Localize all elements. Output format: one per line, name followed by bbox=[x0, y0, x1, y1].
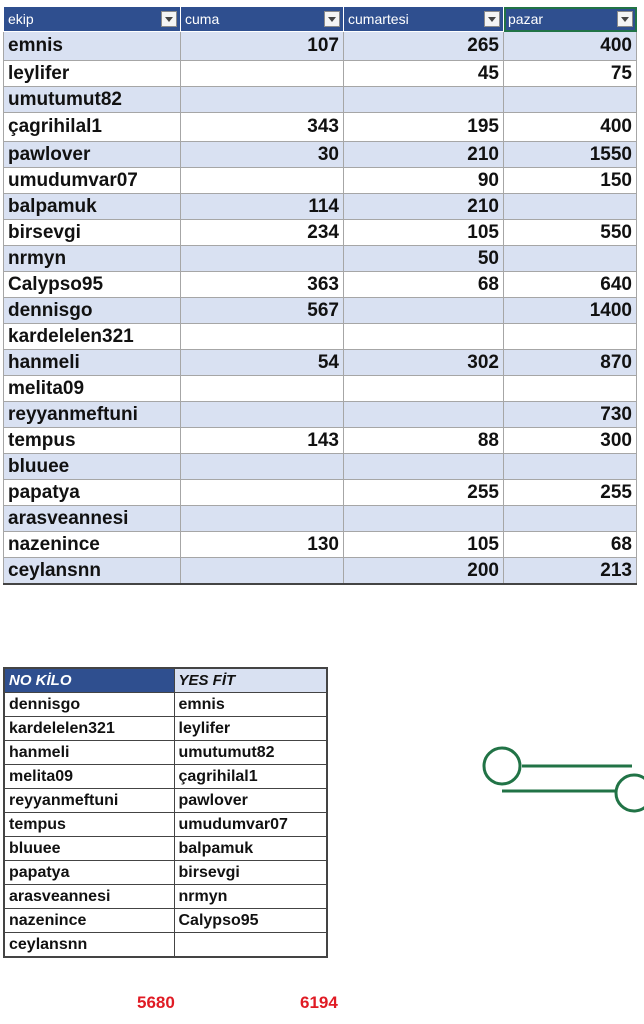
table-row bbox=[4, 837, 327, 861]
header-label: cuma bbox=[185, 11, 220, 27]
cell-value[interactable]: 870 bbox=[504, 350, 637, 376]
table-row bbox=[4, 298, 637, 324]
table-row bbox=[4, 142, 637, 168]
cell-name[interactable]: bluuee bbox=[4, 454, 181, 480]
cell-value[interactable]: 107 bbox=[181, 32, 344, 61]
cell-value[interactable]: 45 bbox=[344, 61, 504, 87]
cell-value[interactable] bbox=[181, 246, 344, 272]
header-label: pazar bbox=[508, 11, 544, 27]
cell-name[interactable]: hanmeli bbox=[4, 350, 181, 376]
cell-no-kilo[interactable]: nazenince bbox=[4, 909, 174, 933]
cell-yes-fit[interactable]: emnis bbox=[174, 693, 327, 717]
table-row bbox=[4, 480, 637, 506]
cell-no-kilo[interactable]: ceylansnn bbox=[4, 933, 174, 958]
cell-value[interactable]: 200 bbox=[344, 558, 504, 585]
table-row bbox=[4, 376, 637, 402]
filter-dropdown-icon[interactable] bbox=[484, 11, 500, 27]
filter-dropdown-icon[interactable] bbox=[324, 11, 340, 27]
cell-value[interactable] bbox=[181, 480, 344, 506]
cell-value[interactable] bbox=[504, 194, 637, 220]
cell-no-kilo[interactable]: papatya bbox=[4, 861, 174, 885]
table-row bbox=[4, 220, 637, 246]
cell-value[interactable] bbox=[344, 454, 504, 480]
cell-no-kilo[interactable]: arasveannesi bbox=[4, 885, 174, 909]
cell-yes-fit[interactable]: leylifer bbox=[174, 717, 327, 741]
cell-value[interactable] bbox=[504, 324, 637, 350]
main-table bbox=[3, 6, 637, 585]
table-row bbox=[4, 402, 637, 428]
cell-yes-fit[interactable]: balpamuk bbox=[174, 837, 327, 861]
cell-name[interactable]: arasveannesi bbox=[4, 506, 181, 532]
cell-value[interactable]: 255 bbox=[504, 480, 637, 506]
cell-value[interactable]: 730 bbox=[504, 402, 637, 428]
cell-name[interactable]: çagrihilal1 bbox=[4, 113, 181, 142]
cell-yes-fit[interactable] bbox=[174, 933, 327, 958]
cell-value[interactable] bbox=[181, 376, 344, 402]
table-row bbox=[4, 789, 327, 813]
teams-header-row bbox=[4, 668, 327, 693]
connector-shape[interactable] bbox=[480, 745, 644, 815]
table-row bbox=[4, 113, 637, 142]
cell-value[interactable]: 265 bbox=[344, 32, 504, 61]
cell-value[interactable] bbox=[504, 376, 637, 402]
cell-value[interactable] bbox=[504, 506, 637, 532]
cell-name[interactable]: melita09 bbox=[4, 376, 181, 402]
cell-value[interactable]: 1550 bbox=[504, 142, 637, 168]
cell-value[interactable]: 75 bbox=[504, 61, 637, 87]
table-row bbox=[4, 765, 327, 789]
cell-value[interactable] bbox=[344, 324, 504, 350]
cell-name[interactable]: leylifer bbox=[4, 61, 181, 87]
header-yes-fit[interactable]: YES FİT bbox=[174, 668, 327, 693]
cell-value[interactable]: 400 bbox=[504, 32, 637, 61]
table-row bbox=[4, 350, 637, 376]
cell-value[interactable]: 90 bbox=[344, 168, 504, 194]
cell-value[interactable] bbox=[181, 168, 344, 194]
table-row bbox=[4, 741, 327, 765]
cell-value[interactable] bbox=[181, 87, 344, 113]
cell-yes-fit[interactable]: umutumut82 bbox=[174, 741, 327, 765]
cell-value[interactable]: 1400 bbox=[504, 298, 637, 324]
cell-value[interactable]: 105 bbox=[344, 220, 504, 246]
cell-value[interactable] bbox=[344, 87, 504, 113]
cell-name[interactable]: nrmyn bbox=[4, 246, 181, 272]
table-row bbox=[4, 32, 637, 61]
cell-value[interactable]: 234 bbox=[181, 220, 344, 246]
cell-name[interactable]: umudumvar07 bbox=[4, 168, 181, 194]
cell-yes-fit[interactable]: nrmyn bbox=[174, 885, 327, 909]
header-label: ekip bbox=[8, 11, 34, 27]
cell-value[interactable]: 213 bbox=[504, 558, 637, 585]
table-row bbox=[4, 246, 637, 272]
header-ekip[interactable] bbox=[4, 7, 181, 32]
cell-value[interactable] bbox=[181, 454, 344, 480]
cell-value[interactable] bbox=[181, 61, 344, 87]
cell-value[interactable]: 210 bbox=[344, 194, 504, 220]
cell-name[interactable]: umutumut82 bbox=[4, 87, 181, 113]
cell-value[interactable] bbox=[181, 402, 344, 428]
cell-name[interactable]: Calypso95 bbox=[4, 272, 181, 298]
table-row bbox=[4, 61, 637, 87]
table-row bbox=[4, 324, 637, 350]
cell-value[interactable]: 255 bbox=[344, 480, 504, 506]
cell-no-kilo[interactable]: reyyanmeftuni bbox=[4, 789, 174, 813]
header-pazar[interactable] bbox=[504, 7, 637, 32]
cell-value[interactable] bbox=[504, 454, 637, 480]
cell-value[interactable]: 114 bbox=[181, 194, 344, 220]
table-row bbox=[4, 428, 637, 454]
table-row bbox=[4, 885, 327, 909]
connector-handle-left[interactable] bbox=[484, 748, 520, 784]
cell-value[interactable]: 50 bbox=[344, 246, 504, 272]
cell-name[interactable]: kardelelen321 bbox=[4, 324, 181, 350]
table-row bbox=[4, 558, 637, 585]
cell-name[interactable]: dennisgo bbox=[4, 298, 181, 324]
table-row bbox=[4, 693, 327, 717]
cell-value[interactable]: 143 bbox=[181, 428, 344, 454]
cell-no-kilo[interactable]: tempus bbox=[4, 813, 174, 837]
table-row bbox=[4, 813, 327, 837]
table-row bbox=[4, 272, 637, 298]
cell-name[interactable]: pawlover bbox=[4, 142, 181, 168]
table-row bbox=[4, 717, 327, 741]
cell-name[interactable]: emnis bbox=[4, 32, 181, 61]
cell-name[interactable]: tempus bbox=[4, 428, 181, 454]
table-row bbox=[4, 194, 637, 220]
cell-name[interactable]: ceylansnn bbox=[4, 558, 181, 585]
cell-no-kilo[interactable]: kardelelen321 bbox=[4, 717, 174, 741]
header-label: cumartesi bbox=[348, 11, 409, 27]
cell-value[interactable] bbox=[344, 376, 504, 402]
cell-value[interactable]: 30 bbox=[181, 142, 344, 168]
cell-value[interactable]: 550 bbox=[504, 220, 637, 246]
cell-no-kilo[interactable]: melita09 bbox=[4, 765, 174, 789]
cell-value[interactable]: 105 bbox=[344, 532, 504, 558]
cell-name[interactable]: reyyanmeftuni bbox=[4, 402, 181, 428]
connector-handle-right[interactable] bbox=[616, 775, 644, 811]
cell-value[interactable] bbox=[504, 87, 637, 113]
teams-table bbox=[3, 667, 328, 958]
cell-value[interactable]: 150 bbox=[504, 168, 637, 194]
cell-value[interactable] bbox=[344, 402, 504, 428]
cell-no-kilo[interactable]: dennisgo bbox=[4, 693, 174, 717]
table-row bbox=[4, 933, 327, 958]
cell-name[interactable]: balpamuk bbox=[4, 194, 181, 220]
header-no-kilo[interactable]: NO KİLO bbox=[4, 668, 174, 693]
cell-value[interactable] bbox=[344, 506, 504, 532]
cell-value[interactable]: 68 bbox=[344, 272, 504, 298]
table-row bbox=[4, 909, 327, 933]
cell-value[interactable]: 195 bbox=[344, 113, 504, 142]
table-row bbox=[4, 861, 327, 885]
total-no-kilo[interactable]: 5680 bbox=[137, 993, 175, 1012]
cell-value[interactable]: 400 bbox=[504, 113, 637, 142]
cell-name[interactable]: papatya bbox=[4, 480, 181, 506]
cell-value[interactable]: 54 bbox=[181, 350, 344, 376]
cell-value[interactable] bbox=[181, 506, 344, 532]
cell-yes-fit[interactable]: çagrihilal1 bbox=[174, 765, 327, 789]
cell-value[interactable]: 363 bbox=[181, 272, 344, 298]
cell-value[interactable]: 640 bbox=[504, 272, 637, 298]
cell-name[interactable]: nazenince bbox=[4, 532, 181, 558]
table-row bbox=[4, 87, 637, 113]
cell-value[interactable]: 300 bbox=[504, 428, 637, 454]
table-row bbox=[4, 506, 637, 532]
cell-name[interactable]: birsevgi bbox=[4, 220, 181, 246]
cell-yes-fit[interactable]: Calypso95 bbox=[174, 909, 327, 933]
filter-dropdown-icon[interactable] bbox=[617, 11, 633, 27]
main-header-row bbox=[4, 7, 637, 32]
cell-value[interactable]: 567 bbox=[181, 298, 344, 324]
cell-value[interactable] bbox=[504, 246, 637, 272]
filter-dropdown-icon[interactable] bbox=[161, 11, 177, 27]
header-cumartesi[interactable] bbox=[344, 7, 504, 32]
cell-value[interactable]: 302 bbox=[344, 350, 504, 376]
cell-no-kilo[interactable]: hanmeli bbox=[4, 741, 174, 765]
cell-yes-fit[interactable]: pawlover bbox=[174, 789, 327, 813]
table-row bbox=[4, 454, 637, 480]
cell-value[interactable]: 68 bbox=[504, 532, 637, 558]
cell-value[interactable] bbox=[181, 324, 344, 350]
total-yes-fit[interactable]: 6194 bbox=[300, 993, 338, 1012]
cell-value[interactable]: 130 bbox=[181, 532, 344, 558]
cell-no-kilo[interactable]: bluuee bbox=[4, 837, 174, 861]
cell-yes-fit[interactable]: umudumvar07 bbox=[174, 813, 327, 837]
cell-value[interactable] bbox=[181, 558, 344, 585]
cell-yes-fit[interactable]: birsevgi bbox=[174, 861, 327, 885]
table-row bbox=[4, 168, 637, 194]
cell-value[interactable]: 210 bbox=[344, 142, 504, 168]
table-row bbox=[4, 532, 637, 558]
cell-value[interactable]: 343 bbox=[181, 113, 344, 142]
cell-value[interactable] bbox=[344, 298, 504, 324]
cell-value[interactable]: 88 bbox=[344, 428, 504, 454]
header-cuma[interactable] bbox=[181, 7, 344, 32]
